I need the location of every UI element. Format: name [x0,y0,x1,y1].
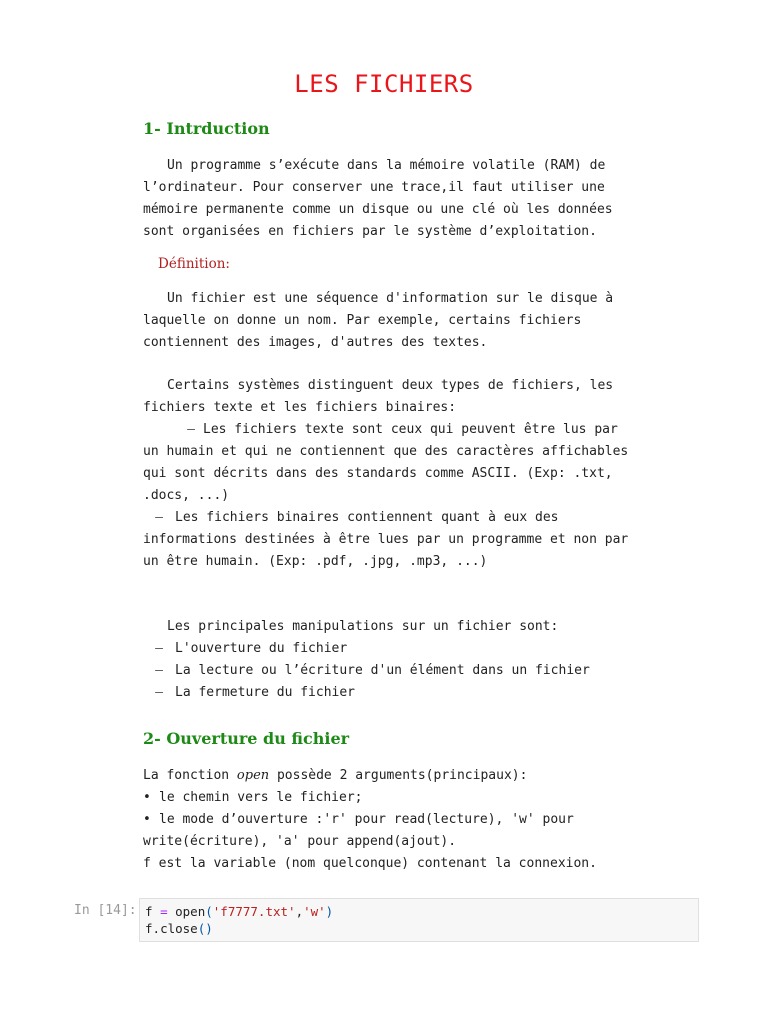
connection-note: f est la variable (nom quelconque) contenant la connexion. [143,856,597,871]
bullet-marker: • [143,812,151,827]
open-lead-before: La fonction [143,768,237,783]
dash-marker: — [187,422,195,437]
code-arg-mode: 'w' [303,904,326,919]
dash-marker: — [155,641,163,656]
cell-prompt: In [14]: [74,903,137,918]
file-type-text: Les fichiers texte sont ceux qui peuvent être lus par un humain et qui ne contiennent que des caractères affichables qui sont décrits dans des standards comme ASCII. (Exp: .txt, .docs, ...) [143,422,629,503]
manipulation-open: L'ouverture du fichier [175,641,348,656]
definition-text: Un fichier est une séquence d'information sur le disque à laquelle on donne un nom. Par exemple, certains fichiers contiennent des images, d'autres des textes. [143,291,614,350]
manipulation-read-write: La lecture ou l’écriture d'un élément dans un fichier [175,663,590,678]
manipulation-close: La fermeture du fichier [175,685,356,700]
list-item [143,660,633,682]
file-types-paragraph [143,375,633,573]
intro-paragraph [143,155,633,243]
bullet-mode: le mode d’ouverture :'r' pour read(lecture), 'w' pour write(écriture), 'a' pour append(ajout). [143,812,574,849]
definition-heading: Définition: [158,256,230,272]
code-dot: . [152,921,161,936]
code-func: open [175,904,206,919]
list-item [143,638,633,660]
code-call-parens: () [197,921,213,936]
code-method: close [160,921,198,936]
code-obj: f [145,921,153,936]
manipulations-paragraph [143,616,633,704]
open-function-paragraph [143,765,633,875]
dash-marker: — [155,685,163,700]
code-open-paren: ( [205,904,213,919]
open-lead-after: possède 2 arguments(principaux): [269,768,528,783]
bullet-path: le chemin vers le fichier; [159,790,363,805]
code-close-paren: ) [325,904,334,919]
code-line-2 [145,920,693,937]
bullet-marker: • [143,790,151,805]
intro-text: Un programme s’exécute dans la mémoire volatile (RAM) de l’ordinateur. Pour conserver une trace,il faut utiliser une mémoire permanente comme un disque ou une clé où les données sont organisées en fichiers par le système d’exploitation. [143,158,613,239]
code-line-1 [145,903,693,920]
file-types-intro: Certains systèmes distinguent deux types de fichiers, les fichiers texte et les fichiers binaires: [143,378,614,415]
section-heading-opening: 2- Ouverture du fichier [143,729,350,748]
code-cell[interactable] [139,898,699,942]
manipulations-intro: Les principales manipulations sur un fichier sont: [167,619,559,634]
page-title: LES FICHIERS [294,70,474,98]
code-operator: = [160,904,168,919]
dash-marker: — [155,663,163,678]
code-var: f [145,904,153,919]
file-type-binary: Les fichiers binaires contiennent quant à eux des informations destinées à être lues par un programme et non par un être humain. (Exp: .pdf, .jpg, .mp3, ...) [143,510,629,569]
dash-marker: — [155,510,163,525]
code-comma: , [295,904,304,919]
list-item [143,682,633,704]
open-function-name: open [236,768,270,783]
section-heading-introduction: 1- Intrduction [143,119,270,138]
code-arg-filename: 'f7777.txt' [212,904,296,919]
definition-paragraph [143,288,633,354]
